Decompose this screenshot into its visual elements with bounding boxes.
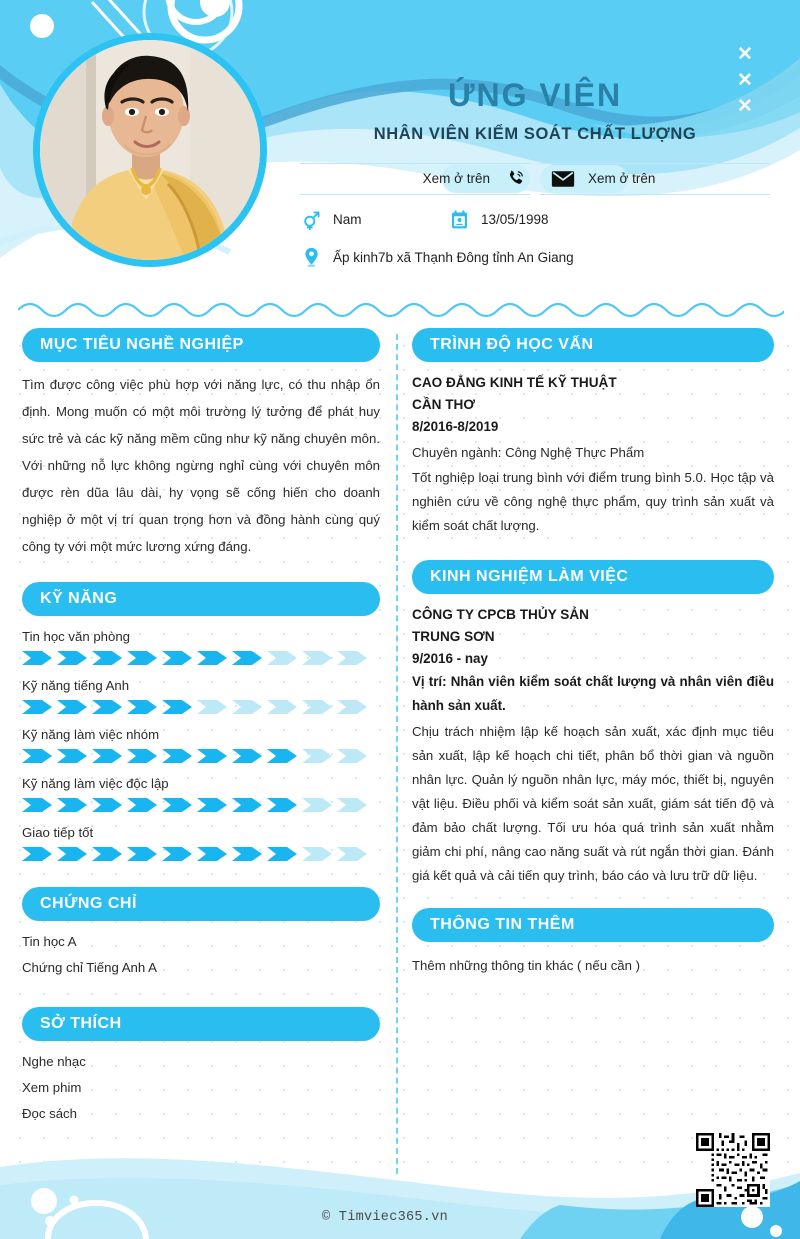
- objective-text: Tìm được công việc phù hợp với năng lực, có thu nhập ổn định. Mong muốn có một môi trường lý tưởng để phát huy sức trẻ và các kỹ năng mềm cũng như kỹ năng chuyên môn. Với những nỗ lực không ngừng nghỉ cùng với chuyên môn được rèn dũa lâu dài, hy vọng sẽ cống hiến cho doanh nghiệp ở một vị trí quan trọng hơn và đồng hành cùng quý công ty với một mức lương xứng đáng.: [22, 377, 380, 554]
- chevron-filled-icon: [22, 700, 52, 714]
- education-school-line2: CẦN THƠ: [412, 397, 475, 412]
- chevron-filled-icon: [22, 749, 52, 763]
- chevron-filled-icon: [92, 749, 122, 763]
- section-skills-header: [22, 582, 380, 616]
- section-education-header: [412, 328, 774, 362]
- footer-credit: © Timviec365.vn: [321, 1210, 449, 1225]
- job-title: NHÂN VIÊN KIỂM SOÁT CHẤT LƯỢNG: [373, 124, 697, 143]
- calendar-icon: [448, 209, 470, 231]
- chevron-filled-icon: [162, 700, 192, 714]
- column-divider: [396, 334, 398, 1174]
- section-title: SỞ THÍCH: [40, 1015, 122, 1032]
- skill-label: Kỹ năng làm việc độc lập: [22, 776, 169, 791]
- section-title: TRÌNH ĐỘ HỌC VẤN: [430, 336, 594, 353]
- chevron-filled-icon: [267, 847, 297, 861]
- skill-item: [22, 727, 380, 763]
- education-major: Chuyên ngành: Công Nghệ Thực Phẩm: [412, 445, 645, 460]
- chevron-empty-icon: [302, 700, 332, 714]
- chevron-filled-icon: [162, 651, 192, 665]
- x-mark-icon: ✕: [737, 70, 753, 91]
- chevron-filled-icon: [162, 847, 192, 861]
- chevron-filled-icon: [22, 798, 52, 812]
- section-title: KINH NGHIỆM LÀM VIỆC: [430, 568, 629, 585]
- chevron-empty-icon: [302, 847, 332, 861]
- contact-row: [300, 163, 770, 195]
- skill-item: [22, 825, 380, 861]
- section-title: CHỨNG CHỈ: [40, 895, 137, 912]
- page-title: ỨNG VIÊN: [447, 77, 623, 113]
- hobby-item: Đọc sách: [22, 1106, 77, 1121]
- avatar: [33, 33, 267, 267]
- x-mark-icon: ✕: [737, 96, 753, 117]
- wavy-divider: [18, 300, 784, 320]
- meta-row: [300, 209, 770, 231]
- chevron-filled-icon: [57, 651, 87, 665]
- chevron-filled-icon: [197, 847, 227, 861]
- education-detail: Tốt nghiệp loại trung bình với điểm trung bình 5.0. Học tập và nghiên cứu về công nghệ thực phẩm, quy trình sản xuất và kiểm soát chất lượng.: [412, 470, 774, 533]
- chevron-filled-icon: [127, 847, 157, 861]
- chevron-empty-icon: [337, 651, 367, 665]
- chevron-empty-icon: [267, 651, 297, 665]
- phone-field[interactable]: [300, 163, 530, 195]
- phone-icon: [500, 164, 530, 194]
- chevron-filled-icon: [267, 798, 297, 812]
- hobby-item: Nghe nhạc: [22, 1054, 86, 1069]
- section-hobbies-header: [22, 1007, 380, 1041]
- chevron-empty-icon: [302, 651, 332, 665]
- address-value: Ấp kinh7b xã Thạnh Đông tỉnh An Giang: [333, 250, 574, 266]
- skill-label: Tin học văn phòng: [22, 629, 131, 644]
- chevron-filled-icon: [232, 749, 262, 763]
- skill-rating: [22, 700, 380, 714]
- section-title: THÔNG TIN THÊM: [430, 916, 575, 933]
- skill-rating: [22, 651, 380, 665]
- skill-item: [22, 678, 380, 714]
- experience-detail: Chịu trách nhiệm lập kế hoạch sản xuất, xác định mục tiêu sản xuất, lập kế hoạch chi tiết, phân bổ thời gian và nguồn nhân lực. Quản lý nguồn nhân lực, máy móc, thiết bị, nguyên vật liệu. Điều phối và kiểm soát sản xuất, giám sát tiến độ và đảm bảo chất lượng. Tối ưu hóa quá trình sản xuất nhằm giảm chi phí, nâng cao năng suất và rút ngắn thời gian. Đánh giá kết quả và cải tiến quy trình, báo cáo và lưu trữ dữ liệu.: [412, 724, 774, 883]
- x-mark-icon: ✕: [737, 44, 753, 65]
- chevron-filled-icon: [197, 749, 227, 763]
- chevron-filled-icon: [22, 651, 52, 665]
- chevron-filled-icon: [197, 798, 227, 812]
- hobby-item: Xem phim: [22, 1080, 82, 1095]
- skills-list: [22, 629, 380, 861]
- section-certificates-header: [22, 887, 380, 921]
- chevron-filled-icon: [57, 749, 87, 763]
- section-objective-header: [22, 328, 380, 362]
- section-extra-header: [412, 908, 774, 942]
- chevron-empty-icon: [337, 700, 367, 714]
- experience-position: Vị trí: Nhân viên kiểm soát chất lượng và nhân viên điều hành sản xuất.: [412, 674, 774, 713]
- birthday-field: [448, 209, 549, 231]
- section-title: KỸ NĂNG: [40, 590, 118, 607]
- chevron-filled-icon: [57, 700, 87, 714]
- certificate-item: Chứng chỉ Tiếng Anh A: [22, 960, 157, 975]
- chevron-filled-icon: [92, 798, 122, 812]
- qr-code: [696, 1133, 770, 1207]
- chevron-empty-icon: [302, 749, 332, 763]
- certificate-item: Tin học A: [22, 934, 77, 949]
- chevron-filled-icon: [232, 798, 262, 812]
- chevron-filled-icon: [127, 798, 157, 812]
- education-period: 8/2016-8/2019: [412, 419, 499, 434]
- certificates-list: [22, 929, 380, 981]
- education-school-line1: CAO ĐẲNG KINH TẾ KỸ THUẬT: [412, 375, 617, 390]
- right-column: [412, 328, 774, 978]
- section-title: MỤC TIÊU NGHỀ NGHIỆP: [40, 336, 244, 353]
- hobbies-list: [22, 1049, 380, 1127]
- chevron-empty-icon: [267, 700, 297, 714]
- chevron-empty-icon: [197, 700, 227, 714]
- avatar-image: [40, 40, 260, 260]
- experience-period: 9/2016 - nay: [412, 651, 488, 666]
- skill-label: Kỹ năng tiếng Anh: [22, 678, 130, 693]
- chevron-filled-icon: [162, 798, 192, 812]
- chevron-empty-icon: [232, 700, 262, 714]
- skill-rating: [22, 798, 380, 812]
- address-field: [300, 247, 770, 269]
- chevron-filled-icon: [162, 749, 192, 763]
- email-value: Xem ở trên: [588, 171, 656, 187]
- chevron-filled-icon: [92, 847, 122, 861]
- chevron-empty-icon: [337, 847, 367, 861]
- skill-rating: [22, 847, 380, 861]
- skill-label: Kỹ năng làm việc nhóm: [22, 727, 160, 742]
- chevron-empty-icon: [337, 749, 367, 763]
- chevron-filled-icon: [22, 847, 52, 861]
- chevron-filled-icon: [127, 651, 157, 665]
- chevron-empty-icon: [337, 798, 367, 812]
- chevron-filled-icon: [127, 749, 157, 763]
- chevron-filled-icon: [57, 847, 87, 861]
- header-block: [300, 78, 770, 269]
- chevron-filled-icon: [197, 651, 227, 665]
- location-pin-icon: [300, 247, 322, 269]
- skill-item: [22, 629, 380, 665]
- skill-rating: [22, 749, 380, 763]
- chevron-filled-icon: [127, 700, 157, 714]
- experience-company-line1: CÔNG TY CPCB THỦY SẢN: [412, 607, 589, 622]
- gender-field: [300, 209, 448, 231]
- chevron-filled-icon: [92, 700, 122, 714]
- extra-text: Thêm những thông tin khác ( nếu cần ): [412, 958, 641, 973]
- gender-icon: [300, 209, 322, 231]
- chevron-empty-icon: [302, 798, 332, 812]
- content-area: [0, 328, 800, 1168]
- gender-value: Nam: [333, 212, 362, 228]
- section-experience-header: [412, 560, 774, 594]
- birthday-value: 13/05/1998: [481, 212, 549, 228]
- chevron-filled-icon: [232, 651, 262, 665]
- skill-label: Giao tiếp tốt: [22, 825, 94, 840]
- experience-company-line2: TRUNG SƠN: [412, 629, 495, 644]
- chevron-filled-icon: [232, 847, 262, 861]
- envelope-icon: [548, 164, 578, 194]
- email-field[interactable]: [540, 163, 770, 195]
- skill-item: [22, 776, 380, 812]
- chevron-filled-icon: [57, 798, 87, 812]
- phone-value: Xem ở trên: [422, 171, 490, 187]
- chevron-filled-icon: [267, 749, 297, 763]
- left-column: [22, 328, 380, 1127]
- chevron-filled-icon: [92, 651, 122, 665]
